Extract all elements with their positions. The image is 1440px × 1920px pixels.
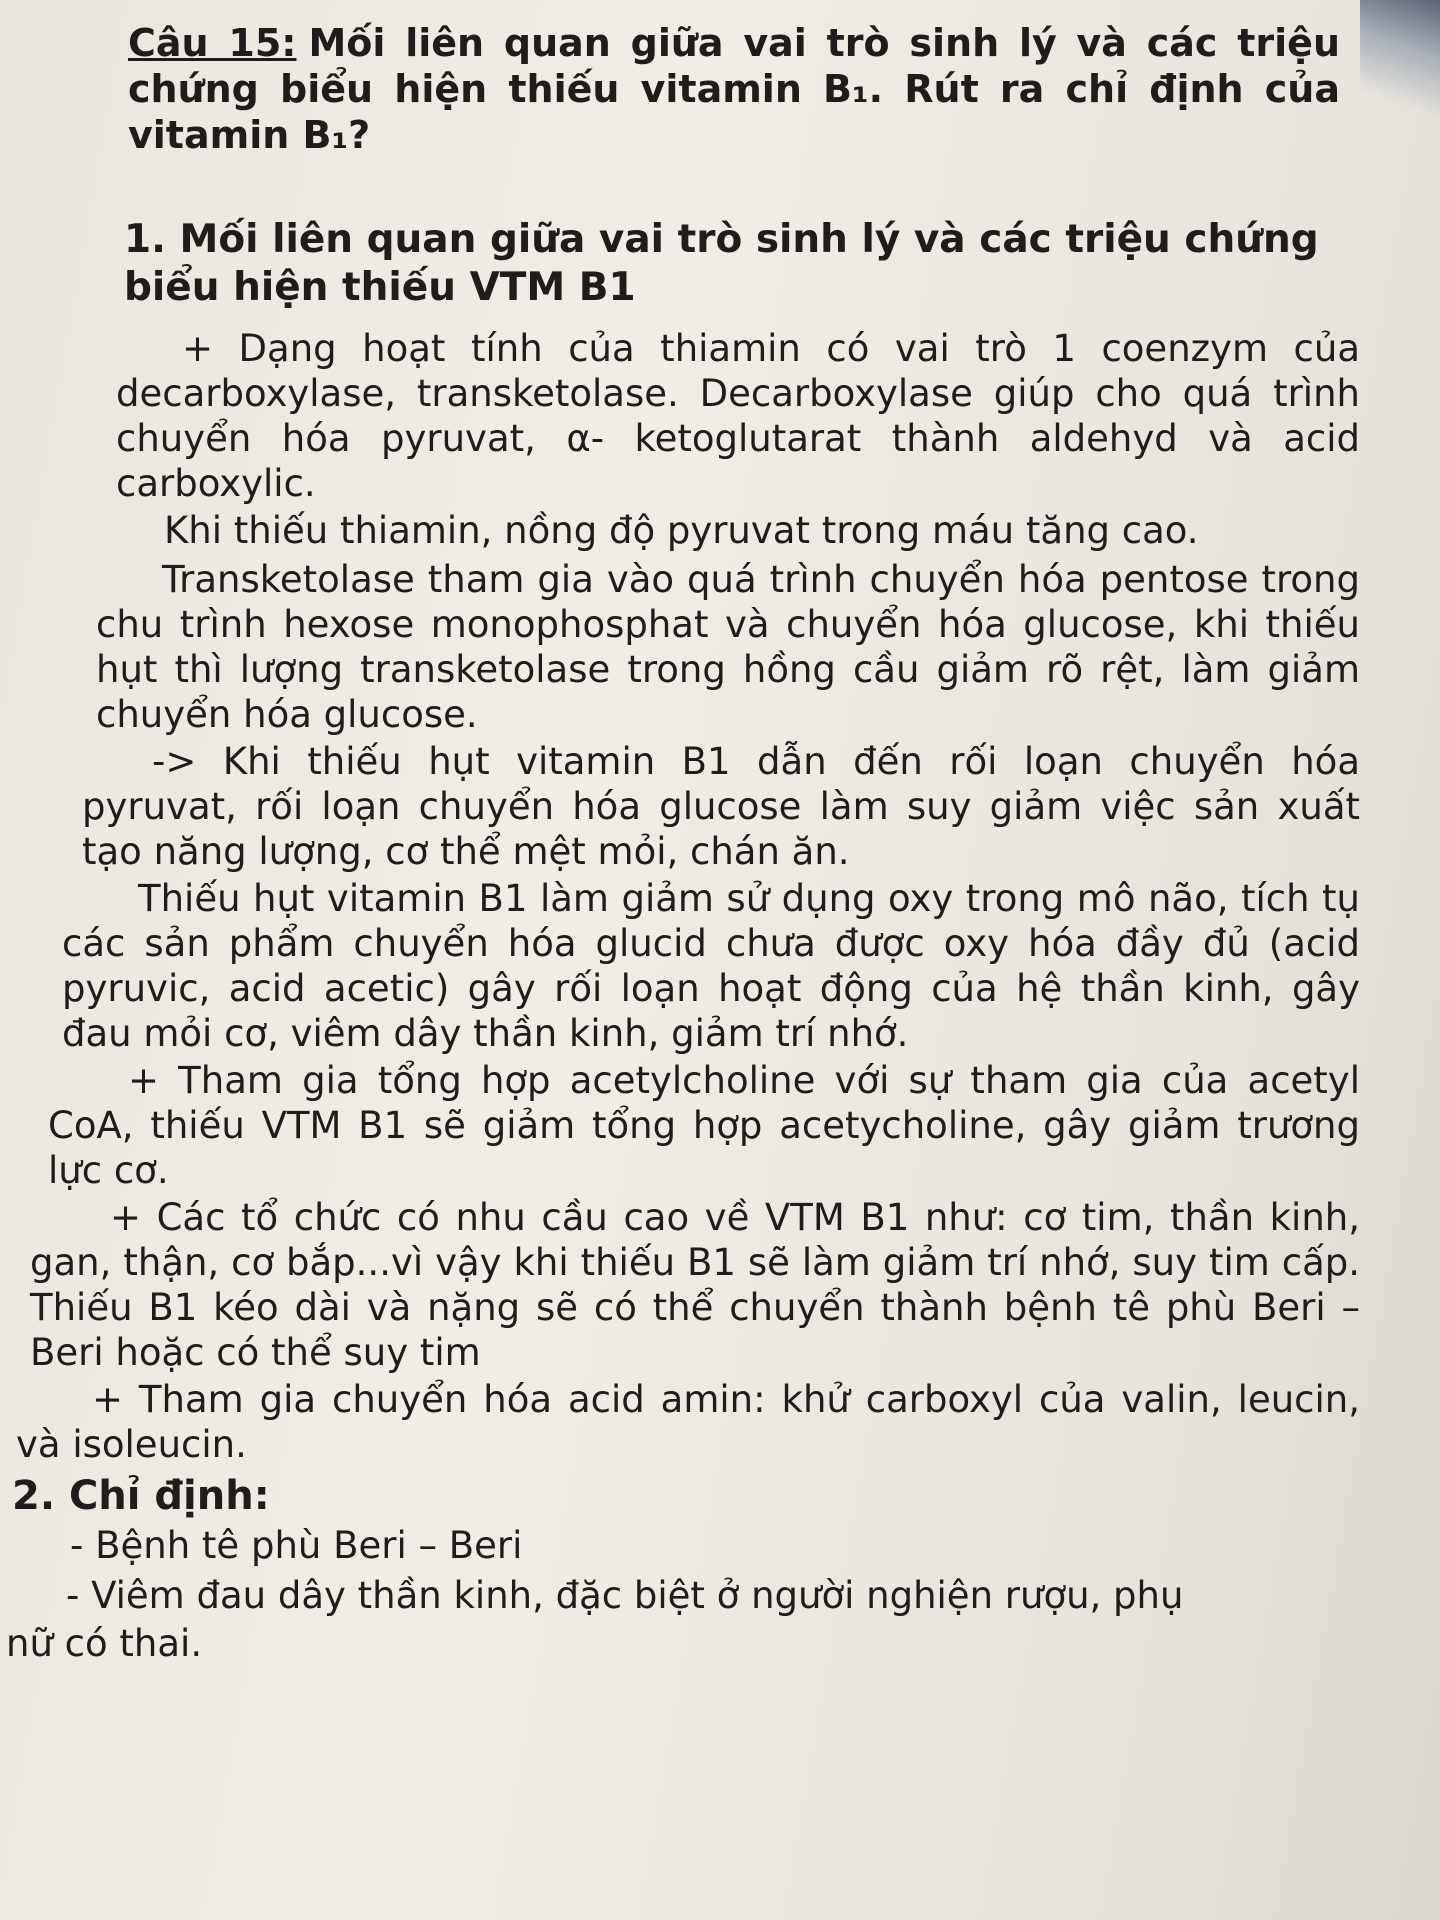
paragraph-energy-deficit: -> Khi thiếu hụt vitamin B1 dẫn đến rối loạn chuyển hóa pyruvat, rối loạn chuyển hóa glucose làm suy giảm việc sản xuất tạo năng lượng, cơ thể mệt mỏi, chán ăn. xyxy=(82,740,1360,873)
question-label: Câu 15: xyxy=(128,21,297,65)
section-1-heading: 1. Mối liên quan giữa vai trò sinh lý và các triệu chứng biểu hiện thiếu VTM B1 xyxy=(124,217,1319,310)
question-title xyxy=(128,20,1340,158)
section-2-heading: 2. Chỉ định: xyxy=(12,1473,270,1519)
paragraph-amino-acid: + Tham gia chuyển hóa acid amin: khử carboxyl của valin, leucin, và isoleucin. xyxy=(16,1378,1360,1466)
indication-item: - Bệnh tê phù Beri – Beri xyxy=(70,1524,523,1567)
paragraph-pyruvate-increase: Khi thiếu thiamin, nồng độ pyruvat trong máu tăng cao. xyxy=(164,509,1199,552)
paragraph-acetylcholine: + Tham gia tổng hợp acetylcholine với sự tham gia của acetyl CoA, thiếu VTM B1 sẽ giảm tổng hợp acetycholine, gây giảm trương lực cơ. xyxy=(48,1059,1360,1192)
page-corner-shadow xyxy=(1360,0,1440,120)
indication-item: - Viêm đau dây thần kinh, đặc biệt ở người nghiện rượu, phụ xyxy=(66,1574,1184,1617)
paragraph-coenzyme-role: + Dạng hoạt tính của thiamin có vai trò 1 coenzym của decarboxylase, transketolase. Decarboxylase giúp cho quá trình chuyển hóa pyruvat, α- ketoglutarat thành aldehyd và acid carboxylic. xyxy=(116,327,1360,505)
question-text: Mối liên quan giữa vai trò sinh lý và các triệu chứng biểu hiện thiếu vitamin B₁. Rút ra chỉ định của vitamin B₁? xyxy=(128,21,1340,157)
paragraph-nervous-system: Thiếu hụt vitamin B1 làm giảm sử dụng oxy trong mô não, tích tụ các sản phẩm chuyển hóa glucid chưa được oxy hóa đầy đủ (acid pyruvic, acid acetic) gây rối loạn hoạt động của hệ thần kinh, gây đau mỏi cơ, viêm dây thần kinh, giảm trí nhớ. xyxy=(62,877,1360,1055)
paragraph-high-demand-tissues: + Các tổ chức có nhu cầu cao về VTM B1 như: cơ tim, thần kinh, gan, thận, cơ bắp...vì vậy khi thiếu B1 sẽ làm giảm trí nhớ, suy tim cấp. Thiếu B1 kéo dài và nặng sẽ có thể chuyển thành bệnh tê phù Beri – Beri hoặc có thể suy tim xyxy=(30,1196,1360,1374)
indication-item-continuation: nữ có thai. xyxy=(6,1622,203,1665)
paragraph-transketolase: Transketolase tham gia vào quá trình chuyển hóa pentose trong chu trình hexose monophosphat và chuyển hóa glucose, khi thiếu hụt thì lượng transketolase trong hồng cầu giảm rõ rệt, làm giảm chuyển hóa glucose. xyxy=(96,558,1360,736)
